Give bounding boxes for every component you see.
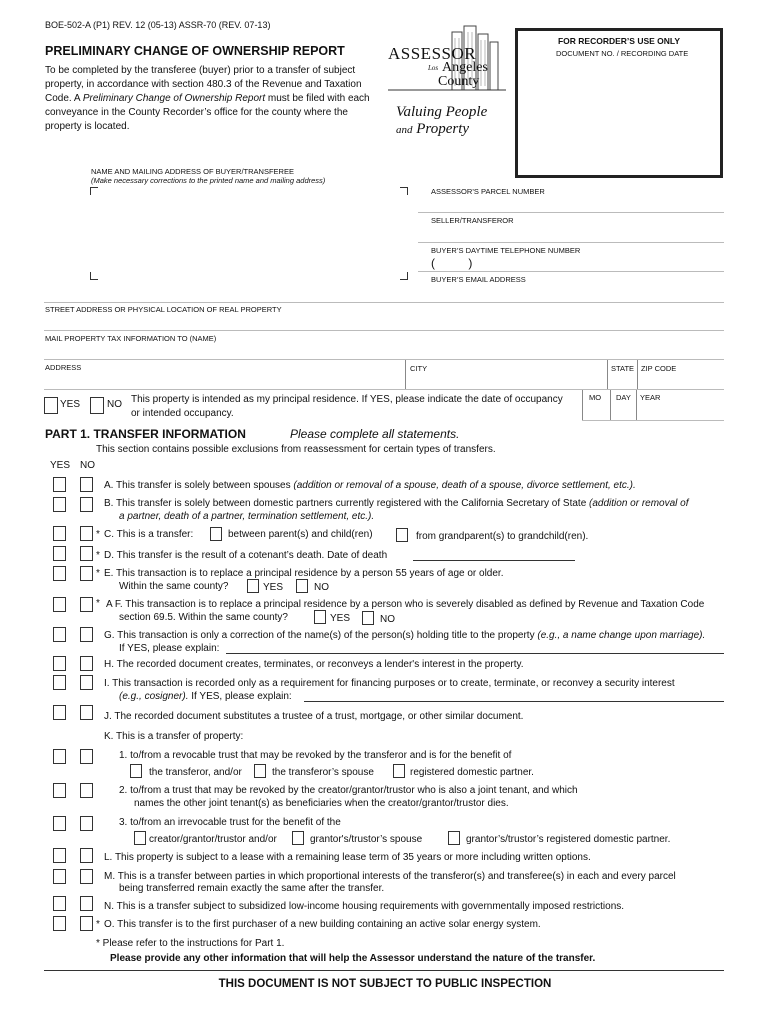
item-k3-yes-checkbox[interactable] bbox=[53, 816, 66, 831]
item-g-no-checkbox[interactable] bbox=[80, 627, 93, 642]
residence-no-checkbox[interactable] bbox=[90, 397, 104, 414]
form-id: BOE-502-A (P1) REV. 12 (05-13) ASSR-70 (REV. 07-13) bbox=[45, 20, 271, 30]
item-o-yes-checkbox[interactable] bbox=[53, 916, 66, 931]
item-a-no-checkbox[interactable] bbox=[80, 477, 93, 492]
item-k2-text: 2. to/from a trust that may be revoked by the creator/grantor/trustor who is also a joint tenant, and which bbox=[119, 785, 578, 796]
item-b-text: B. This transfer is solely between domestic partners currently registered with the California Secretary of State (addition or removal of bbox=[104, 498, 689, 509]
item-m-yes-checkbox[interactable] bbox=[53, 869, 66, 884]
recorder-box: FOR RECORDER’S USE ONLY DOCUMENT NO. / RECORDING DATE bbox=[515, 28, 723, 178]
item-i-no-checkbox[interactable] bbox=[80, 675, 93, 690]
street-field[interactable] bbox=[44, 330, 724, 331]
divider bbox=[44, 302, 724, 303]
item-f-yes-checkbox[interactable] bbox=[53, 597, 66, 612]
item-l-yes-checkbox[interactable] bbox=[53, 848, 66, 863]
item-e-county-yes-checkbox[interactable] bbox=[247, 579, 259, 593]
item-c-text: C. This is a transfer: bbox=[104, 529, 194, 540]
residence-text: This property is intended as my principal residence. If YES, please indicate the date of occupancy or intended occupancy. bbox=[131, 394, 563, 419]
item-m-text: M. This is a transfer between parties in which proportional interests of the transferor(s) and transferee(s) in each and every parcel bbox=[104, 871, 676, 882]
item-l-text: L. This property is subject to a lease with a remaining lease term of 35 years or more including written options. bbox=[104, 852, 591, 863]
mail-field[interactable] bbox=[44, 359, 724, 360]
item-b-text-cont: a partner, death of a partner, termination settlement, etc.). bbox=[119, 511, 375, 522]
item-f-text: A F. This transaction is to replace a principal residence by a person who is severely disabled as defined by Revenue and Taxation Code bbox=[106, 599, 705, 610]
seller-label: SELLER/TRANSFEROR bbox=[431, 216, 514, 225]
item-n-no-checkbox[interactable] bbox=[80, 896, 93, 911]
k1-transferor-checkbox[interactable] bbox=[130, 764, 142, 778]
page-title: PRELIMINARY CHANGE OF OWNERSHIP REPORT bbox=[45, 44, 345, 58]
item-a-yes-checkbox[interactable] bbox=[53, 477, 66, 492]
parent-child-label: between parent(s) and child(ren) bbox=[228, 529, 373, 540]
item-b-no-checkbox[interactable] bbox=[80, 497, 93, 512]
address-corner-tl bbox=[90, 187, 98, 195]
item-n-yes-checkbox[interactable] bbox=[53, 896, 66, 911]
item-d-text: D. This transfer is the result of a cotenant’s death. Date of death bbox=[104, 550, 388, 561]
item-d-no-checkbox[interactable] bbox=[80, 546, 93, 561]
item-c-star: * bbox=[96, 529, 100, 540]
item-k2-yes-checkbox[interactable] bbox=[53, 783, 66, 798]
item-k3-text: 3. to/from an irrevocable trust for the benefit of the bbox=[119, 817, 341, 828]
item-h-yes-checkbox[interactable] bbox=[53, 656, 66, 671]
assessor-logo: ASSESSOR Los Angeles County Valuing People and Property bbox=[380, 24, 510, 144]
item-n-text: N. This is a transfer subject to subsidized low-income housing requirements with governmentally imposed restrictions. bbox=[104, 901, 625, 912]
divider bbox=[636, 390, 637, 420]
address-corner-bl bbox=[90, 272, 98, 280]
item-g-explain-field[interactable] bbox=[226, 653, 724, 654]
seller-field[interactable] bbox=[418, 242, 724, 243]
item-l-no-checkbox[interactable] bbox=[80, 848, 93, 863]
item-i-yes-checkbox[interactable] bbox=[53, 675, 66, 690]
item-k-text: K. This is a transfer of property: bbox=[104, 731, 244, 742]
item-d-yes-checkbox[interactable] bbox=[53, 546, 66, 561]
item-m-text-cont: being transferred remain exactly the same after the transfer. bbox=[119, 883, 385, 894]
public-notice: THIS DOCUMENT IS NOT SUBJECT TO PUBLIC INSPECTION bbox=[218, 978, 552, 990]
item-f-no-checkbox[interactable] bbox=[80, 597, 93, 612]
address-field[interactable] bbox=[44, 389, 724, 390]
divider bbox=[637, 360, 638, 390]
intro-text: To be completed by the transferee (buyer) prior to a transfer of subject property, in accordance with section 480.3 of the Revenue and Taxation Code. A Preliminary Change of Ownership Report must be filed with each conveyance in the County Recorder’s office for the county where the property is located. bbox=[45, 65, 370, 132]
date-of-death-field[interactable] bbox=[413, 560, 575, 561]
item-o-text: O. This transfer is to the first purchaser of a new building containing an active solar energy system. bbox=[104, 919, 541, 930]
divider bbox=[44, 970, 724, 971]
item-m-no-checkbox[interactable] bbox=[80, 869, 93, 884]
k3-spouse-checkbox[interactable] bbox=[292, 831, 304, 845]
item-o-no-checkbox[interactable] bbox=[80, 916, 93, 931]
item-a-text: A. This transfer is solely between spouses (addition or removal of a spouse, death of a spouse, divorce settlement, etc.). bbox=[104, 480, 636, 491]
street-label: STREET ADDRESS OR PHYSICAL LOCATION OF REAL PROPERTY bbox=[45, 305, 282, 314]
item-c-yes-checkbox[interactable] bbox=[53, 526, 66, 541]
item-j-no-checkbox[interactable] bbox=[80, 705, 93, 720]
k1-spouse-checkbox[interactable] bbox=[254, 764, 266, 778]
apn-field[interactable] bbox=[418, 212, 724, 213]
address-corner-tr bbox=[400, 187, 408, 195]
phone-label: BUYER’S DAYTIME TELEPHONE NUMBER bbox=[431, 246, 581, 255]
k3-partner-checkbox[interactable] bbox=[448, 831, 460, 845]
item-i-explain: (e.g., cosigner). If YES, please explain: bbox=[119, 691, 292, 702]
phone-field[interactable] bbox=[418, 271, 724, 272]
item-i-text: I. This transaction is recorded only as a requirement for financing purposes or to create, terminate, or reconvey a security interest bbox=[104, 678, 675, 689]
residence-yes-checkbox[interactable] bbox=[44, 397, 58, 414]
grandparent-checkbox[interactable] bbox=[396, 528, 408, 542]
parent-child-checkbox[interactable] bbox=[210, 527, 222, 541]
footnote: * Please refer to the instructions for Part 1. bbox=[96, 938, 285, 949]
zip-label: ZIP CODE bbox=[641, 364, 677, 373]
apn-label: ASSESSOR’S PARCEL NUMBER bbox=[431, 187, 545, 196]
item-e-no-checkbox[interactable] bbox=[80, 566, 93, 581]
email-label: BUYER’S EMAIL ADDRESS bbox=[431, 275, 526, 284]
item-k2-text-cont: names the other joint tenant(s) as beneficiaries when the creator/grantor/trustor dies. bbox=[134, 798, 509, 809]
divider bbox=[607, 360, 608, 390]
item-h-text: H. The recorded document creates, terminates, or reconveys a lender's interest in the property. bbox=[104, 659, 524, 670]
divider bbox=[582, 390, 583, 420]
city-label: CITY bbox=[410, 364, 428, 373]
part1-subtitle: Please complete all statements. bbox=[290, 427, 460, 441]
buyer-label: NAME AND MAILING ADDRESS OF BUYER/TRANSFEREE bbox=[91, 167, 294, 176]
item-h-no-checkbox[interactable] bbox=[80, 656, 93, 671]
phone-area-code[interactable]: ( ) bbox=[431, 256, 473, 270]
item-c-no-checkbox[interactable] bbox=[80, 526, 93, 541]
footer-instruction: Please provide any other information that will help the Assessor understand the nature of the transfer. bbox=[110, 953, 596, 964]
item-g-yes-checkbox[interactable] bbox=[53, 627, 66, 642]
item-e-text: E. This transaction is to replace a principal residence by a person 55 years of age or older. bbox=[104, 568, 504, 579]
item-f-county: section 69.5. Within the same county? bbox=[119, 612, 288, 623]
item-k2-no-checkbox[interactable] bbox=[80, 783, 93, 798]
state-label: STATE bbox=[611, 364, 635, 373]
part1-title: PART 1. TRANSFER INFORMATION bbox=[45, 427, 246, 441]
buyer-note: (Make necessary corrections to the printed name and mailing address) bbox=[91, 176, 326, 185]
item-k1-no-checkbox[interactable] bbox=[80, 749, 93, 764]
address-label: ADDRESS bbox=[45, 363, 82, 372]
divider bbox=[610, 390, 611, 420]
item-k3-no-checkbox[interactable] bbox=[80, 816, 93, 831]
address-corner-br bbox=[400, 272, 408, 280]
item-k1-yes-checkbox[interactable] bbox=[53, 749, 66, 764]
grandparent-label: from grandparent(s) to grandchild(ren). bbox=[416, 531, 589, 542]
k1-partner-checkbox[interactable] bbox=[393, 764, 405, 778]
mail-label: MAIL PROPERTY TAX INFORMATION TO (NAME) bbox=[45, 334, 217, 343]
part1-desc: This section contains possible exclusions from reassessment for certain types of transfers. bbox=[96, 444, 496, 455]
item-g-text: G. This transaction is only a correction of the name(s) of the person(s) holding title to the property (e.g., a name change upon marriage). bbox=[104, 630, 706, 641]
item-g-explain: If YES, please explain: bbox=[119, 643, 220, 654]
item-e-county: Within the same county? bbox=[119, 581, 229, 592]
item-f-county-no-checkbox[interactable] bbox=[362, 611, 374, 625]
item-k1-text: 1. to/from a revocable trust that may be revoked by the transferor and is for the benefit of bbox=[119, 750, 512, 761]
item-e-yes-checkbox[interactable] bbox=[53, 566, 66, 581]
item-b-yes-checkbox[interactable] bbox=[53, 497, 66, 512]
item-i-explain-field[interactable] bbox=[304, 701, 724, 702]
item-e-county-no-checkbox[interactable] bbox=[296, 579, 308, 593]
item-j-yes-checkbox[interactable] bbox=[53, 705, 66, 720]
item-j-text: J. The recorded document substitutes a trustee of a trust, mortgage, or other similar document. bbox=[104, 711, 524, 722]
item-f-county-yes-checkbox[interactable] bbox=[314, 610, 326, 624]
k3-creator-checkbox[interactable] bbox=[134, 831, 146, 845]
occupancy-date-field[interactable] bbox=[582, 420, 724, 421]
divider bbox=[405, 360, 406, 390]
